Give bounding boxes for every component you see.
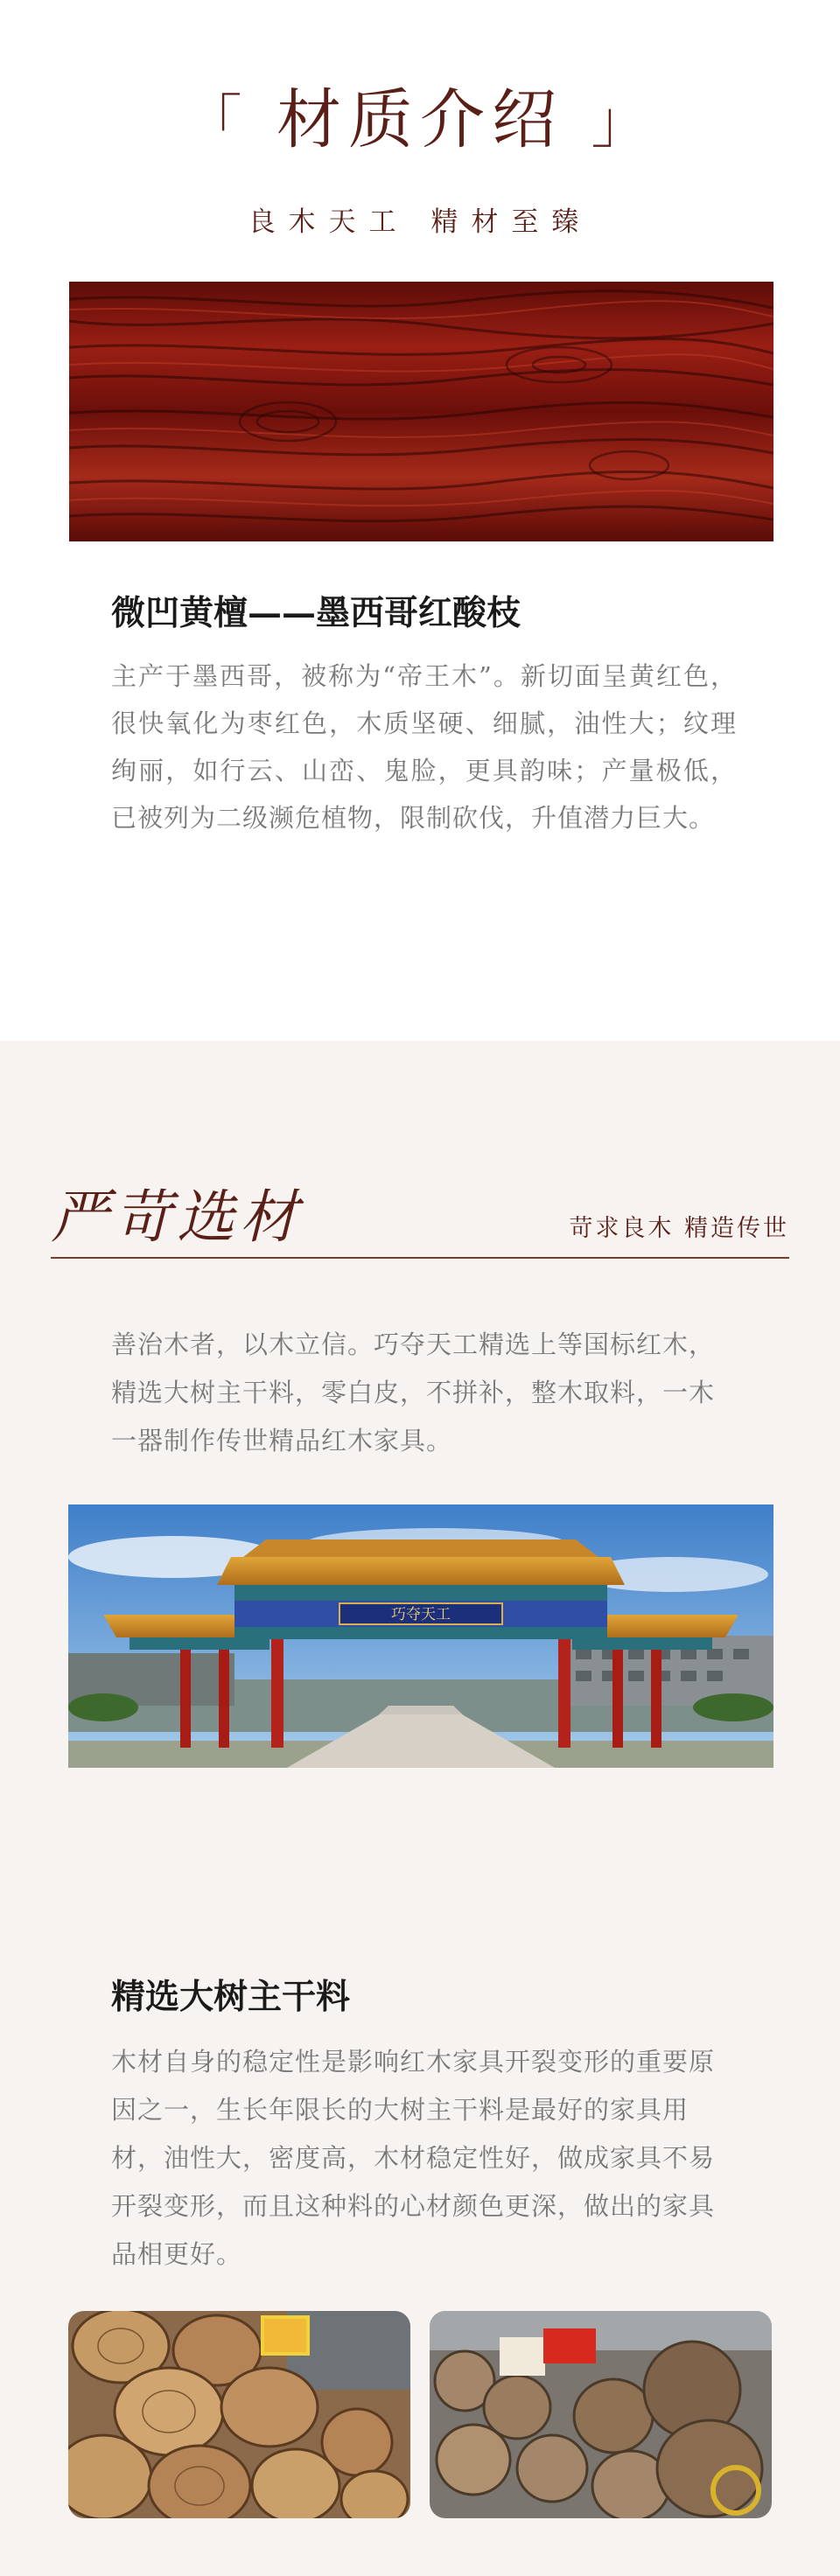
material-section <box>0 0 840 1041</box>
material-title-text: 材质介绍 <box>276 82 564 157</box>
selection-section <box>0 1041 840 2576</box>
selection-intro: 善治木者，以木立信。巧夺天工精选上等国标红木，精选大树主干料，零白皮，不拼补，整木取料，一木一器制作传世精品红木家具。 <box>111 1330 716 1456</box>
log-pile-image-left <box>68 2311 410 2518</box>
tree-description: 木材自身的稳定性是影响红木家具开裂变形的重要原因之一，生长年限长的大树主干料是最好的家具用材，油性大，密度高，木材稳定性好，做成家具不易开裂变形，而且这种料的心材颜色更深，做出的家具品相更好。 <box>111 2047 716 2269</box>
bracket-right: 」 <box>591 88 656 156</box>
wood-grain-image <box>69 282 774 541</box>
material-subtitle: 良木天工 精材至臻 <box>248 206 592 238</box>
selection-subtitle: 苛求良木 精造传世 <box>569 1215 789 1242</box>
divider-line <box>51 1257 789 1259</box>
factory-gate-image <box>68 1504 774 1768</box>
material-title <box>0 82 840 157</box>
gate-plaque-text: 巧夺天工 <box>391 1606 451 1623</box>
selection-title: 严苛选材 <box>51 1183 303 1251</box>
wood-description: 主产于墨西哥，被称为“帝王木”。新切面呈黄红色，很快氧化为枣红色，木质坚硬、细腻，油性大；纹理绚丽，如行云、山峦、鬼脸，更具韵味；产量极低，已被列为二级濒危植物，限制砍伐，升值潜力巨大。 <box>111 661 737 833</box>
log-pile-image-right <box>430 2311 772 2518</box>
tree-heading: 精选大树主干料 <box>111 1977 351 2017</box>
bracket-left: 「 <box>184 88 249 156</box>
wood-heading: 微凹黄檀——墨西哥红酸枝 <box>111 593 522 633</box>
